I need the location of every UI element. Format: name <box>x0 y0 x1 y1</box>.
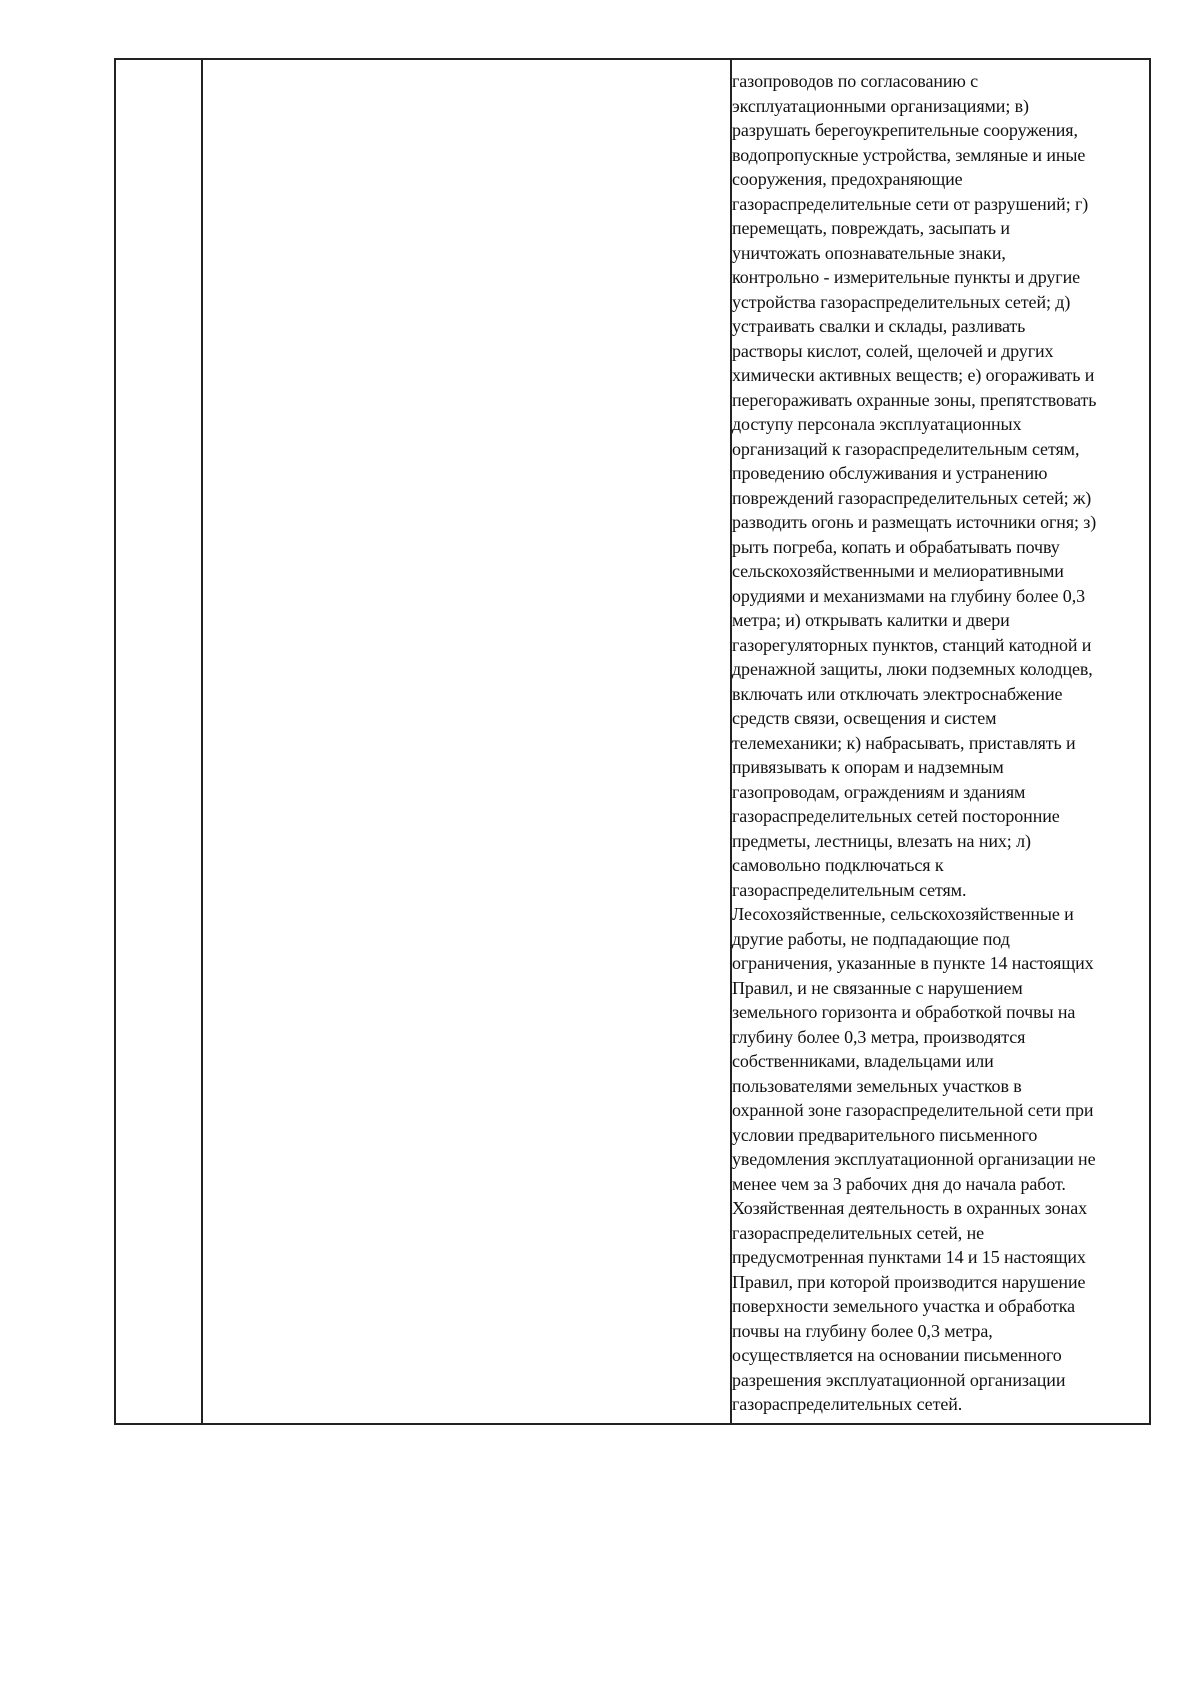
table-cell-description <box>203 60 732 1423</box>
document-table <box>114 58 1151 1425</box>
cell-restrictions-text: газопроводов по согласованию с эксплуатационными организациями; в) разрушать берегоукрепительные сооружения, водопропускные устройства, земляные и иные сооружения, предохраняющие газораспределительные сети от разрушений; г) перемещать, повреждать, засыпать и уничтожать опознавательные знаки, контрольно - измерительные пункты и другие устройства газораспределительных сетей; д) устраивать свалки и склады, разливать растворы кислот, солей, щелочей и других химически активных веществ; е) огораживать и перегораживать охранные зоны, препятствовать доступу персонала эксплуатационных организаций к газораспределительным сетям, проведению обслуживания и устранению повреждений газораспределительных сетей; ж) разводить огонь и размещать источники огня; з) рыть погреба, копать и обрабатывать почву сельскохозяйственными и мелиоративными орудиями и механизмами на глубину более 0,3 метра; и) открывать калитки и двери газорегуляторных пунктов, станций катодной и дренажной защиты, люки подземных колодцев, включать или отключать электроснабжение средств связи, освещения и систем телемеханики; к) набрасывать, приставлять и привязывать к опорам и надземным газопроводам, ограждениям и зданиям газораспределительных сетей посторонние предметы, лестницы, влезать на них; л) самовольно подключаться к газораспределительным сетям. Лесохозяйственные, сельскохозяйственные и другие работы, не подпадающие под ограничения, указанные в пункте 14 настоящих Правил, и не связанные с нарушением земельного горизонта и обработкой почвы на глубину более 0,3 метра, производятся собственниками, владельцами или пользователями земельных участков в охранной зоне газораспределительной сети при условии предварительного письменного уведомления эксплуатационной организации не менее чем за 3 рабочих дня до начала работ. Хозяйственная деятельность в охранных зонах газораспределительных сетей, не предусмотренная пунктами 14 и 15 настоящих Правил, при которой производится нарушение поверхности земельного участка и обработка почвы на глубину более 0,3 метра, осуществляется на основании письменного разрешения эксплуатационной организации газораспределительных сетей. <box>732 71 1097 1414</box>
table-cell-number <box>116 60 203 1423</box>
table-cell-restrictions <box>732 60 1149 1423</box>
